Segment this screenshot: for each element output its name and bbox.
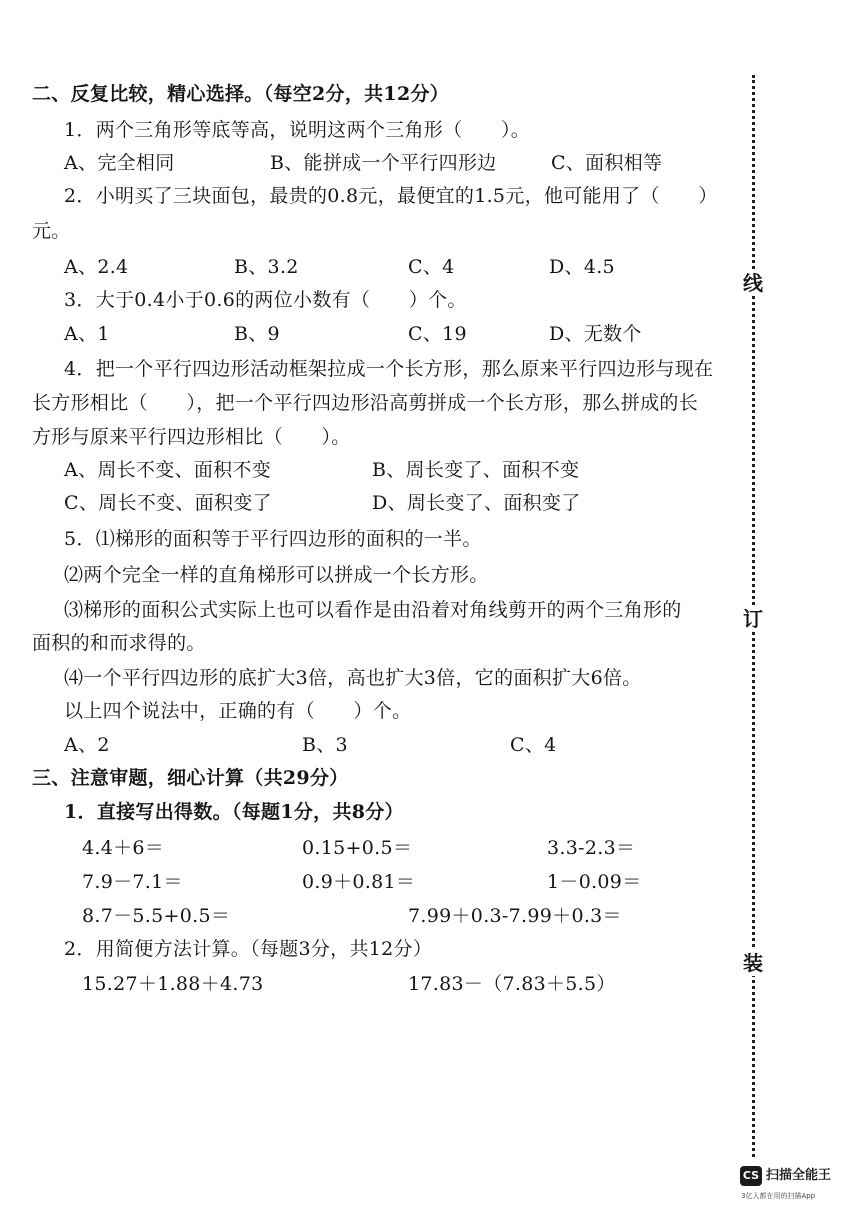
binding-char-line: 线 bbox=[743, 271, 763, 295]
q5-statement-1: 5．⑴梯形的面积等于平行四边形的面积的一半。 bbox=[64, 528, 482, 550]
q1-text: 1．两个三角形等底等高，说明这两个三角形（ ）。 bbox=[64, 119, 531, 141]
binding-char-bind: 装 bbox=[743, 951, 763, 975]
q1-option-a: A、完全相同 bbox=[64, 152, 175, 174]
simplify-item: 17.83－（7.83＋5.5） bbox=[408, 973, 616, 995]
calc-item: 7.99＋0.3-7.99＋0.3＝ bbox=[408, 905, 622, 927]
calc-item: 1－0.09＝ bbox=[547, 871, 642, 893]
watermark-app-name: 扫描全能王 bbox=[766, 1168, 832, 1183]
calc-item: 0.9＋0.81＝ bbox=[302, 871, 416, 893]
calc-item: 4.4＋6＝ bbox=[82, 837, 165, 859]
q2-option-c: C、4 bbox=[408, 256, 455, 278]
q5-summary: 以上四个说法中，正确的有（ ）个。 bbox=[64, 700, 412, 722]
part2-title: 2．用简便方法计算。（每题3分，共12分） bbox=[64, 938, 433, 960]
q4-text-line2: 长方形相比（ ），把一个平行四边形沿高剪拼成一个长方形，那么拼成的长 bbox=[32, 392, 699, 414]
q3-text: 3．大于0.4小于0.6的两位小数有（ ）个。 bbox=[64, 289, 467, 311]
q2-option-d: D、4.5 bbox=[549, 256, 615, 278]
q5-option-b: B、3 bbox=[302, 734, 348, 756]
q5-option-a: A、2 bbox=[64, 734, 110, 756]
q2-text-line1: 2．小明买了三块面包，最贵的0.8元，最便宜的1.5元，他可能用了（ ） bbox=[64, 185, 718, 207]
q5-statement-3-line1: ⑶梯形的面积公式实际上也可以看作是由沿着对角线剪开的两个三角形的 bbox=[64, 599, 682, 621]
binding-char-order: 订 bbox=[743, 607, 763, 631]
q4-option-b: B、周长变了、面积不变 bbox=[372, 459, 580, 481]
q1-option-c: C、面积相等 bbox=[551, 152, 663, 174]
watermark-tagline: 3亿人都在用的扫描App bbox=[741, 1192, 816, 1200]
q4-option-c: C、周长不变、面积变了 bbox=[64, 492, 272, 514]
q3-option-d: D、无数个 bbox=[549, 323, 642, 345]
q3-option-b: B、9 bbox=[234, 323, 280, 345]
simplify-item: 15.27＋1.88＋4.73 bbox=[82, 973, 264, 995]
q1-option-b: B、能拼成一个平行四形边 bbox=[270, 152, 497, 174]
q2-option-b: B、3.2 bbox=[234, 256, 299, 278]
q5-statement-3-line2: 面积的和而求得的。 bbox=[32, 632, 206, 654]
q3-option-c: C、19 bbox=[408, 323, 467, 345]
section-2-heading: 二、反复比较，精心选择。（每空2分，共12分） bbox=[32, 83, 450, 105]
part1-title: 1．直接写出得数。（每题1分，共8分） bbox=[64, 801, 404, 823]
calc-item: 0.15+0.5＝ bbox=[302, 837, 413, 859]
q5-option-c: C、4 bbox=[510, 734, 557, 756]
q4-option-d: D、周长变了、面积变了 bbox=[372, 492, 581, 514]
q2-text-line2: 元。 bbox=[32, 220, 71, 242]
q4-text-line1: 4．把一个平行四边形活动框架拉成一个长方形，那么原来平行四边形与现在 bbox=[64, 358, 714, 380]
calc-item: 8.7－5.5+0.5＝ bbox=[82, 905, 231, 927]
q2-option-a: A、2.4 bbox=[64, 256, 129, 278]
scanner-watermark bbox=[740, 1166, 852, 1210]
q5-statement-4: ⑷一个平行四边形的底扩大3倍，高也扩大3倍，它的面积扩大6倍。 bbox=[64, 667, 642, 689]
calc-item: 7.9－7.1＝ bbox=[82, 871, 183, 893]
section-3-heading: 三、注意审题，细心计算（共29分） bbox=[32, 767, 349, 789]
camscanner-logo-icon: CS bbox=[740, 1166, 762, 1186]
q4-text-line3: 方形与原来平行四边形相比（ ）。 bbox=[32, 426, 351, 448]
calc-item: 3.3-2.3＝ bbox=[547, 837, 636, 859]
q4-option-a: A、周长不变、面积不变 bbox=[64, 459, 272, 481]
q5-statement-2: ⑵两个完全一样的直角梯形可以拼成一个长方形。 bbox=[64, 564, 489, 586]
q3-option-a: A、1 bbox=[64, 323, 110, 345]
